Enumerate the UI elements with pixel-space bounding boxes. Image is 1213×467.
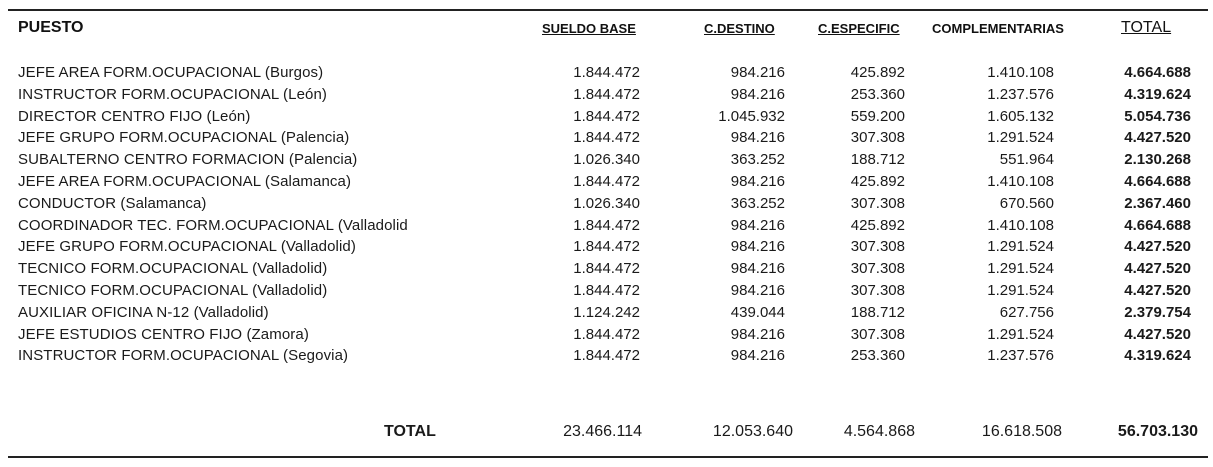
row-puesto: COORDINADOR TEC. FORM.OCUPACIONAL (Valladolid (18, 216, 408, 234)
row-complementarias: 1.237.576 (987, 347, 1054, 365)
row-complementarias: 670.560 (999, 194, 1054, 212)
row-c-destino: 984.216 (730, 85, 785, 103)
row-c-especific: 307.308 (850, 281, 905, 299)
row-sueldo-base: 1.844.472 (573, 129, 640, 147)
row-sueldo-base: 1.844.472 (573, 238, 640, 256)
row-c-especific: 188.712 (850, 151, 905, 169)
row-total: 4.427.520 (1124, 260, 1191, 278)
table-row (0, 258, 1213, 280)
row-total: 4.664.688 (1124, 216, 1191, 234)
row-complementarias: 1.291.524 (987, 281, 1054, 299)
table-row (0, 302, 1213, 324)
row-total: 4.427.520 (1124, 129, 1191, 147)
row-total: 4.427.520 (1124, 281, 1191, 299)
row-c-destino: 984.216 (730, 260, 785, 278)
row-c-especific: 253.360 (850, 85, 905, 103)
header-sueldo-base: SUELDO BASE (542, 21, 636, 36)
row-total: 4.427.520 (1124, 238, 1191, 256)
row-total: 4.664.688 (1124, 64, 1191, 81)
row-complementarias: 1.291.524 (987, 129, 1054, 147)
row-puesto: JEFE ESTUDIOS CENTRO FIJO (Zamora) (18, 325, 309, 343)
row-total: 5.054.736 (1124, 107, 1191, 125)
row-c-destino: 439.044 (730, 303, 785, 321)
row-puesto: JEFE AREA FORM.OCUPACIONAL (Salamanca) (18, 172, 352, 190)
row-complementarias: 1.410.108 (987, 64, 1054, 81)
row-sueldo-base: 1.124.242 (573, 303, 640, 321)
row-complementarias: 1.410.108 (987, 172, 1054, 190)
top-rule (8, 9, 1208, 11)
row-c-especific: 307.308 (850, 260, 905, 278)
row-c-destino: 984.216 (730, 129, 785, 147)
row-sueldo-base: 1.844.472 (573, 64, 640, 81)
totals-total: 56.703.130 (1117, 423, 1198, 440)
row-c-destino: 984.216 (730, 216, 785, 234)
row-puesto: AUXILIAR OFICINA N-12 (Valladolid) (18, 303, 269, 321)
row-c-especific: 188.712 (850, 303, 905, 321)
row-complementarias: 551.964 (999, 151, 1054, 169)
row-total: 4.664.688 (1124, 172, 1191, 190)
row-sueldo-base: 1.026.340 (573, 151, 640, 169)
row-c-especific: 253.360 (850, 347, 905, 365)
row-sueldo-base: 1.844.472 (573, 216, 640, 234)
row-puesto: TECNICO FORM.OCUPACIONAL (Valladolid) (18, 281, 328, 299)
row-sueldo-base: 1.844.472 (573, 260, 640, 278)
row-c-especific: 307.308 (850, 129, 905, 147)
table-row (0, 236, 1213, 258)
row-total: 2.367.460 (1124, 194, 1191, 212)
row-c-destino: 984.216 (730, 347, 785, 365)
row-puesto: INSTRUCTOR FORM.OCUPACIONAL (León) (18, 85, 327, 103)
row-total: 2.379.754 (1124, 303, 1191, 321)
totals-label: TOTAL (384, 423, 436, 440)
row-c-destino: 984.216 (730, 172, 785, 190)
row-c-especific: 307.308 (850, 194, 905, 212)
row-puesto: JEFE AREA FORM.OCUPACIONAL (Burgos) (18, 64, 324, 81)
table-row (0, 324, 1213, 346)
totals-row (0, 421, 1213, 443)
row-complementarias: 627.756 (999, 303, 1054, 321)
header-complementarias: COMPLEMENTARIAS (932, 21, 1064, 36)
row-complementarias: 1.291.524 (987, 260, 1054, 278)
row-complementarias: 1.291.524 (987, 238, 1054, 256)
header-puesto: PUESTO (18, 19, 84, 36)
row-c-especific: 425.892 (850, 172, 905, 190)
row-c-destino: 984.216 (730, 281, 785, 299)
table-body (0, 62, 1213, 367)
row-c-destino: 363.252 (730, 194, 785, 212)
table-row (0, 215, 1213, 237)
totals-complementarias: 16.618.508 (981, 423, 1062, 440)
row-total: 4.427.520 (1124, 325, 1191, 343)
row-sueldo-base: 1.844.472 (573, 172, 640, 190)
row-complementarias: 1.237.576 (987, 85, 1054, 103)
table-row (0, 127, 1213, 149)
table-row (0, 171, 1213, 193)
table-header (0, 18, 1213, 40)
table-row (0, 106, 1213, 128)
table-row (0, 345, 1213, 367)
row-c-destino: 984.216 (730, 325, 785, 343)
row-c-destino: 1.045.932 (718, 107, 785, 125)
row-complementarias: 1.410.108 (987, 216, 1054, 234)
row-c-especific: 425.892 (850, 216, 905, 234)
table-row (0, 280, 1213, 302)
row-total: 2.130.268 (1124, 151, 1191, 169)
table-row (0, 84, 1213, 106)
header-c-destino: C.DESTINO (704, 21, 775, 36)
row-puesto: SUBALTERNO CENTRO FORMACION (Palencia) (18, 151, 358, 169)
table-row (0, 193, 1213, 215)
row-c-especific: 425.892 (850, 64, 905, 81)
row-sueldo-base: 1.844.472 (573, 347, 640, 365)
row-puesto: JEFE GRUPO FORM.OCUPACIONAL (Valladolid) (18, 238, 356, 256)
row-complementarias: 1.605.132 (987, 107, 1054, 125)
row-sueldo-base: 1.844.472 (573, 85, 640, 103)
totals-sueldo-base: 23.466.114 (563, 423, 642, 440)
totals-c-especific: 4.564.868 (843, 423, 915, 440)
header-total: TOTAL (1121, 19, 1172, 36)
row-sueldo-base: 1.844.472 (573, 107, 640, 125)
row-puesto: CONDUCTOR (Salamanca) (18, 194, 207, 212)
row-sueldo-base: 1.844.472 (573, 325, 640, 343)
row-total: 4.319.624 (1124, 347, 1191, 365)
table-row (0, 149, 1213, 171)
header-c-especific: C.ESPECIFIC (818, 21, 900, 36)
row-c-destino: 363.252 (730, 151, 785, 169)
totals-c-destino: 12.053.640 (712, 423, 793, 440)
row-c-especific: 307.308 (850, 325, 905, 343)
row-c-destino: 984.216 (730, 64, 785, 81)
row-c-destino: 984.216 (730, 238, 785, 256)
row-c-especific: 559.200 (850, 107, 905, 125)
table-row (0, 62, 1213, 84)
row-puesto: DIRECTOR CENTRO FIJO (León) (18, 107, 251, 125)
row-complementarias: 1.291.524 (987, 325, 1054, 343)
bottom-rule (8, 456, 1208, 458)
row-puesto: INSTRUCTOR FORM.OCUPACIONAL (Segovia) (18, 347, 349, 365)
row-sueldo-base: 1.844.472 (573, 281, 640, 299)
row-puesto: TECNICO FORM.OCUPACIONAL (Valladolid) (18, 260, 328, 278)
row-c-especific: 307.308 (850, 238, 905, 256)
row-total: 4.319.624 (1124, 85, 1191, 103)
row-puesto: JEFE GRUPO FORM.OCUPACIONAL (Palencia) (18, 129, 350, 147)
row-sueldo-base: 1.026.340 (573, 194, 640, 212)
